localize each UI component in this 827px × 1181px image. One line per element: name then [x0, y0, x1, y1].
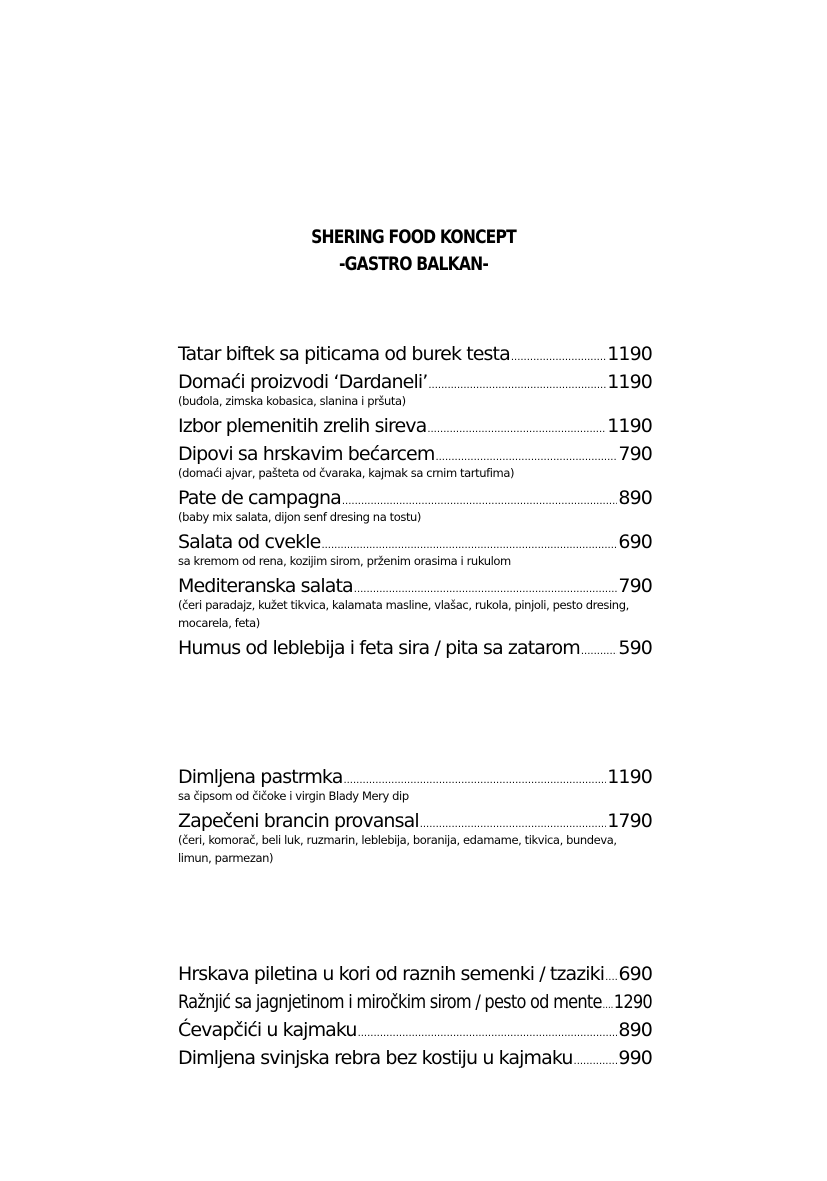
menu-item-price: 890 [618, 487, 652, 509]
menu-item-description: (baby mix salata, dijon senf dresing na tostu) [178, 510, 422, 524]
dot-leader [511, 344, 606, 372]
menu-item-row [178, 1016, 652, 1044]
menu-item-name: Dimljena svinjska rebra bez kostiju u kajmaku [178, 1047, 573, 1069]
menu-item-description: (čeri paradajz, kužet tikvica, kalamata masline, vlašac, rukola, pinjoli, pesto dresing, mocarela, feta) [178, 598, 629, 630]
menu-item-price: 1190 [607, 766, 652, 788]
menu-item [178, 807, 652, 867]
menu-item-description: (buđola, zimska kobasica, slanina i pršuta) [178, 394, 406, 408]
menu-item-description: sa čipsom od čičoke i virgin Blady Mery dip [178, 789, 409, 803]
menu-item-name: Zapečeni brancin provansal [178, 810, 419, 832]
menu-item-price: 1790 [607, 810, 652, 832]
menu-item-name: Hrskava piletina u kori od raznih semenki / tzaziki [178, 963, 605, 985]
menu-item [178, 528, 652, 570]
menu-item-row [178, 340, 652, 368]
menu-item-name: Dimljena pastrmka [178, 766, 343, 788]
dot-leader [428, 372, 606, 400]
menu-item-description: (čeri, komorač, beli luk, ruzmarin, leblebija, boranija, edamame, tikvica, bundeva, limun, parmezan) [178, 833, 617, 865]
menu-item [178, 1016, 652, 1044]
menu-item-name: Ražnjić sa jagnjetinom i miročkim sirom / pesto od mente [178, 991, 602, 1013]
menu-section-starters [178, 340, 652, 662]
menu-item [178, 960, 652, 988]
menu-item-description: (domaći ajvar, pašteta od čvaraka, kajmak sa crnim tartufima) [178, 466, 515, 480]
menu-item-price: 790 [618, 575, 652, 597]
menu-item-price: 990 [618, 1047, 652, 1069]
menu-item [178, 572, 652, 632]
menu-item-price: 1290 [613, 991, 652, 1013]
menu-item-price: 690 [618, 531, 652, 553]
dot-leader [603, 992, 613, 1020]
menu-item [178, 412, 652, 440]
dot-leader [574, 1048, 618, 1076]
menu-item-price: 1190 [607, 343, 652, 365]
menu-item [178, 634, 652, 662]
menu-item [178, 1044, 652, 1072]
menu-item-name: Dipovi sa hrskavim bećarcem [178, 443, 435, 465]
menu-item [178, 440, 652, 482]
menu-section-fish [178, 763, 652, 869]
menu-item [178, 484, 652, 526]
menu-item-row [178, 988, 652, 1016]
menu-item-name: Pate de campagna [178, 487, 341, 509]
menu-section-grill [178, 960, 652, 1072]
menu-item [178, 340, 652, 368]
menu-title-line-2: -GASTRO BALKAN- [338, 253, 489, 275]
menu-item-price: 590 [618, 637, 652, 659]
menu-item-price: 1190 [607, 371, 652, 393]
menu-item-name: Salata od cvekle [178, 531, 321, 553]
menu-item-name: Humus od leblebija i feta sira / pita sa zatarom [178, 637, 580, 659]
menu-item-row [178, 960, 652, 988]
menu-item-name: Tatar biftek sa piticama od burek testa [178, 343, 510, 365]
menu-item-price: 790 [618, 443, 652, 465]
menu-item-name: Domaći proizvodi ‘Dardaneli’ [178, 371, 428, 393]
menu-item [178, 368, 652, 410]
menu-item-row [178, 412, 652, 440]
dot-leader [427, 416, 606, 444]
menu-item-price: 1190 [607, 415, 652, 437]
menu-item-row [178, 1044, 652, 1072]
menu-title-line-1: SHERING FOOD KONCEPT [311, 226, 516, 248]
menu-item-name: Mediteranska salata [178, 575, 353, 597]
menu-item-price: 690 [618, 963, 652, 985]
dot-leader [581, 638, 618, 666]
menu-item-row [178, 634, 652, 662]
menu-item-name: Ćevapčići u kajmaku [178, 1019, 357, 1041]
menu-item [178, 988, 652, 1016]
menu-item [178, 763, 652, 805]
menu-item-name: Izbor plemenitih zrelih sireva [178, 415, 427, 437]
menu-item-description: sa kremom od rena, kozijim sirom, prženim orasima i rukulom [178, 554, 511, 568]
menu-item-price: 890 [618, 1019, 652, 1041]
menu-title [74, 224, 752, 278]
